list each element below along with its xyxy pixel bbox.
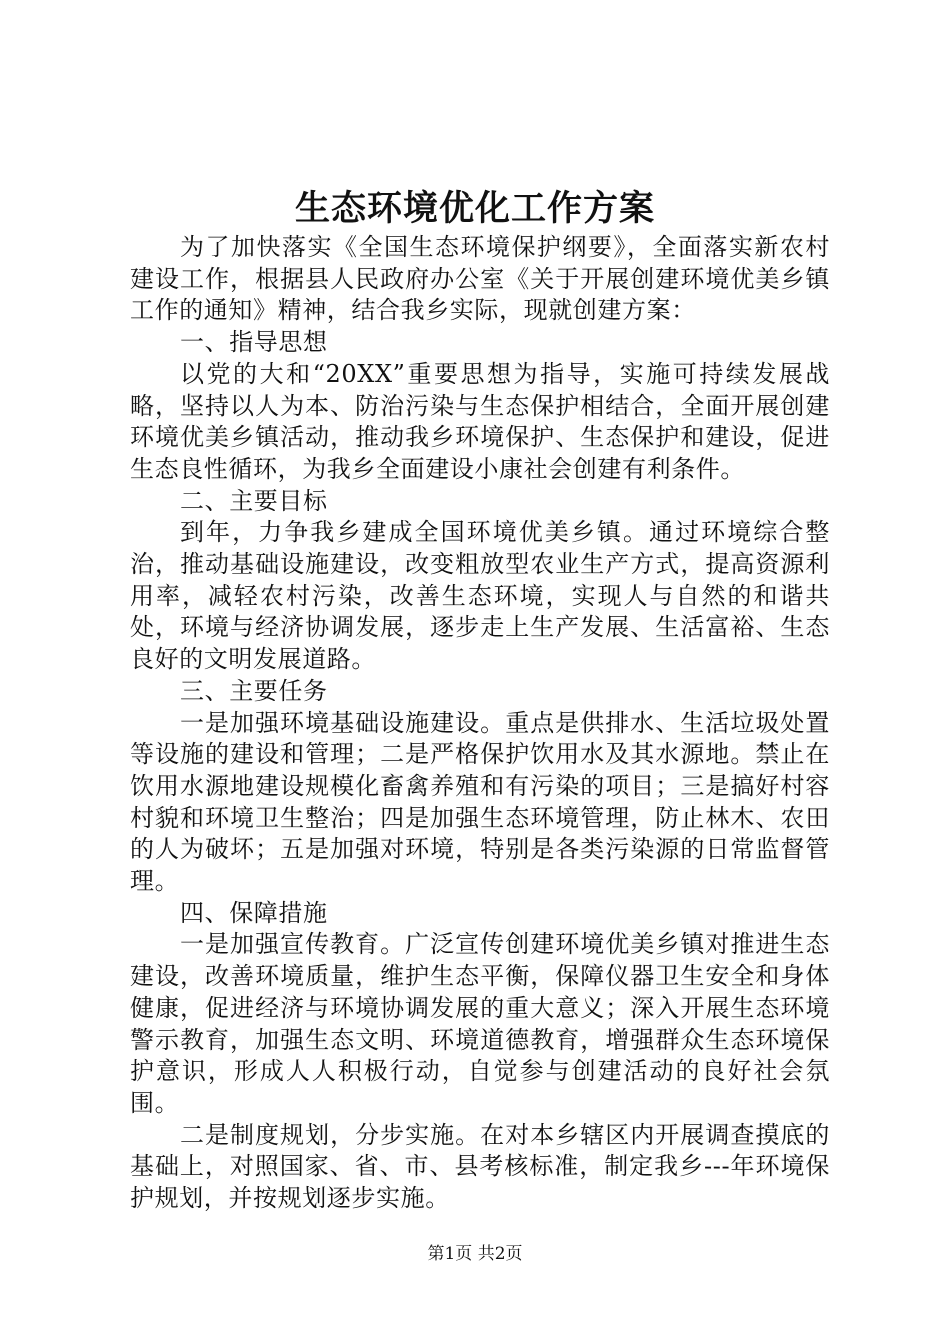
section-paragraph-safeguards-planning: 二是制度规划，分步实施。在对本乡辖区内开展调查摸底的基础上，对照国家、省、市、县考核标准，制定我乡---年环境保护规划，并按规划逐步实施。	[130, 1120, 830, 1213]
page-number-footer: 第1页 共2页	[427, 1244, 523, 1264]
document-title: 生态环境优化工作方案	[294, 188, 655, 229]
section-heading-safeguards: 四、保障措施	[180, 898, 328, 927]
section-paragraph-main-tasks: 一是加强环境基础设施建设。重点是供排水、生活垃圾处置等设施的建设和管理；二是严格保护饮用水及其水源地。禁止在饮用水源地建设规模化畜禽养殖和有污染的项目；三是搞好村容村貌和环境卫生整治；四是加强生态环境管理，防止林木、农田的人为破坏；五是加强对环境，特别是各类污染源的日常监督管理。	[130, 708, 830, 896]
section-paragraph-safeguards-education: 一是加强宣传教育。广泛宣传创建环境优美乡镇对推进生态建设，改善环境质量，维护生态平衡，保障仪器卫生安全和身体健康，促进经济与环境协调发展的重大意义；深入开展生态环境警示教育，加强生态文明、环境道德教育，增强群众生态环境保护意识，形成人人积极行动，自觉参与创建活动的良好社会氛围。	[130, 930, 830, 1117]
section-heading-main-goals: 二、主要目标	[180, 486, 328, 515]
section-heading-guiding-thought: 一、指导思想	[180, 328, 328, 357]
intro-paragraph: 为了加快落实《全国生态环境保护纲要》，全面落实新农村建设工作，根据县人民政府办公室《关于开展创建环境优美乡镇工作的通知》精神，结合我乡实际，现就创建方案：	[130, 233, 830, 325]
document-body	[130, 232, 830, 1215]
section-paragraph-main-goals: 到年，力争我乡建成全国环境优美乡镇。通过环境综合整治，推动基础设施建设，改变粗放型农业生产方式，提高资源利用率，减轻农村污染，改善生态环境，实现人与自然的和谐共处，环境与经济协调发展，逐步走上生产发展、生活富裕、生态良好的文明发展道路。	[130, 518, 830, 674]
section-paragraph-guiding-thought: 以党的大和“20XX”重要思想为指导，实施可持续发展战略，坚持以人为本、防治污染与生态保护相结合，全面开展创建环境优美乡镇活动，推动我乡环境保护、生态保护和建设，促进生态良性循环，为我乡全面建设小康社会创建有利条件。	[130, 359, 830, 483]
section-heading-main-tasks: 三、主要任务	[180, 676, 328, 705]
